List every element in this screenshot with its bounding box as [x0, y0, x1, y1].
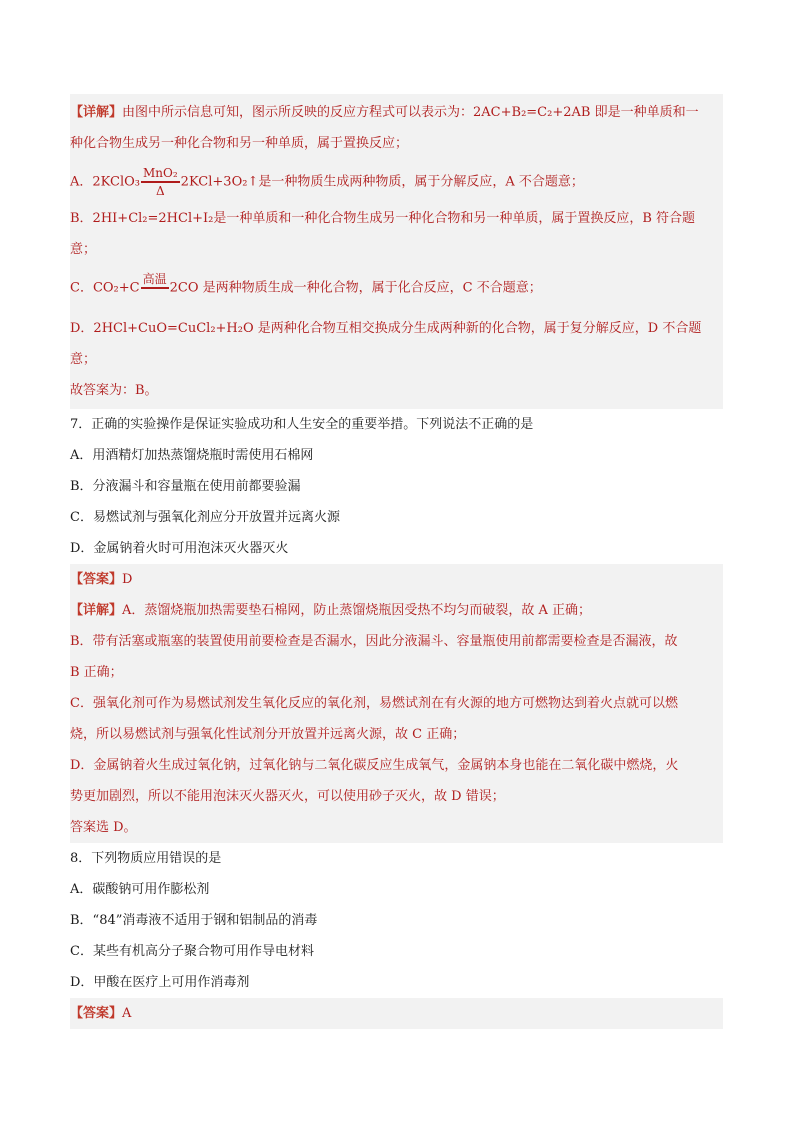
detail-tag: 【详解】 — [70, 105, 123, 120]
detail-c: C．强氧化剂可作为易燃试剂发生氧化反应的氧化剂，易燃试剂在有火源的地方可燃物达到着火点就可以燃 — [70, 696, 678, 711]
q8-answer — [70, 998, 723, 1029]
detail-b: B．带有活塞或瓶塞的装置使用前要检查是否漏水，因此分液漏斗、容量瓶使用前都需要检查是否漏液，故 — [70, 634, 678, 649]
q8-option: D．甲酸在医疗上可用作消毒剂 — [70, 975, 250, 990]
reaction-condition — [141, 271, 169, 305]
q7-option: A．用酒精灯加热蒸馏烧瓶时需使用石棉网 — [70, 448, 314, 463]
q8-option: B．“84”消毒液不适用于钢和铝制品的消毒 — [70, 913, 318, 928]
q7-explanation — [70, 595, 723, 843]
q7-option: D．金属钠着火时可用泡沫灭火器灭火 — [70, 541, 289, 556]
q8-option: A．碳酸钠可用作膨松剂 — [70, 882, 210, 897]
q7-option: C．易燃试剂与强氧化剂应分开放置并远离火源 — [70, 510, 340, 525]
detail-d: D．金属钠着火生成过氧化钠，过氧化钠与二氧化碳反应生成氧气，金属钠本身也能在二氧化碳中燃烧，火 — [70, 758, 679, 773]
q7-stem: 7．正确的实验操作是保证实验成功和人生安全的重要举措。下列说法不正确的是 — [70, 417, 534, 432]
q6-option-c-analysis — [70, 271, 723, 305]
detail-b-cont: B 正确； — [70, 665, 123, 680]
detail-a: A．蒸馏烧瓶加热需要垫石棉网，防止蒸馏烧瓶因受热不均匀而破裂，故 A 正确； — [122, 603, 592, 618]
heat-symbol: Δ — [156, 184, 165, 198]
page-content — [70, 94, 723, 1029]
q7-answer — [70, 564, 723, 595]
q8-option: C．某些有机高分子聚合物可用作导电材料 — [70, 944, 314, 959]
q6-detail-line1 — [70, 97, 723, 128]
q8-stem: 8．下列物质应用错误的是 — [70, 851, 222, 866]
q6-option-a-analysis — [70, 165, 723, 199]
detail-d-cont: 势更加剧烈，所以不能用泡沫灭火器灭火，可以使用砂子灭火，故 D 错误； — [70, 789, 505, 804]
equation-right: 2CO 是两种物质生成一种化合物，属于化合反应，C 不合题意； — [169, 280, 542, 296]
high-temp-label: 高温 — [141, 271, 169, 289]
q6-detail-line2: 种化合物生成另一种化合物和另一种单质，属于置换反应； — [70, 136, 409, 151]
equation-left: C．CO₂+C — [70, 280, 140, 296]
detail-tag: 【详解】 — [70, 603, 123, 618]
q6-option-d-analysis: D．2HCl+CuO=CuCl₂+H₂O 是两种化合物互相交换成分生成两种新的化合物，属于复分解反应，D 不合题意； — [70, 321, 702, 367]
detail-c-cont: 烧，所以易燃试剂与强氧化性试剂分开放置并远离火源，故 C 正确； — [70, 727, 466, 742]
catalyst-label: MnO₂ — [141, 165, 180, 183]
reaction-condition — [141, 165, 180, 199]
q7-option: B．分液漏斗和容量瓶在使用前都要验漏 — [70, 479, 301, 494]
q6-explanation — [70, 94, 723, 409]
answer-tag: 【答案】 — [70, 572, 123, 587]
q7-final-answer: 答案选 D。 — [70, 820, 137, 835]
detail-text: 由图中所示信息可知，图示所反映的反应方程式可以表示为：2AC+B₂=C₂+2AB 即是一种单质和一 — [122, 105, 699, 120]
answer-value: A — [122, 1006, 132, 1021]
q6-option-b-analysis: B．2HI+Cl₂=2HCl+I₂是一种单质和一种化合物生成另一种化合物和另一种单质，属于置换反应，B 符合题 — [70, 211, 696, 226]
q6-option-b-analysis-cont: 意； — [70, 242, 97, 257]
q6-final-answer: 故答案为：B。 — [70, 383, 158, 398]
equation-right: 2KCl+3O₂↑是一种物质生成两种物质，属于分解反应，A 不合题意； — [180, 174, 584, 190]
answer-value: D — [122, 572, 133, 587]
answer-tag: 【答案】 — [70, 1006, 123, 1021]
equation-left: A．2KClO₃ — [70, 174, 140, 190]
